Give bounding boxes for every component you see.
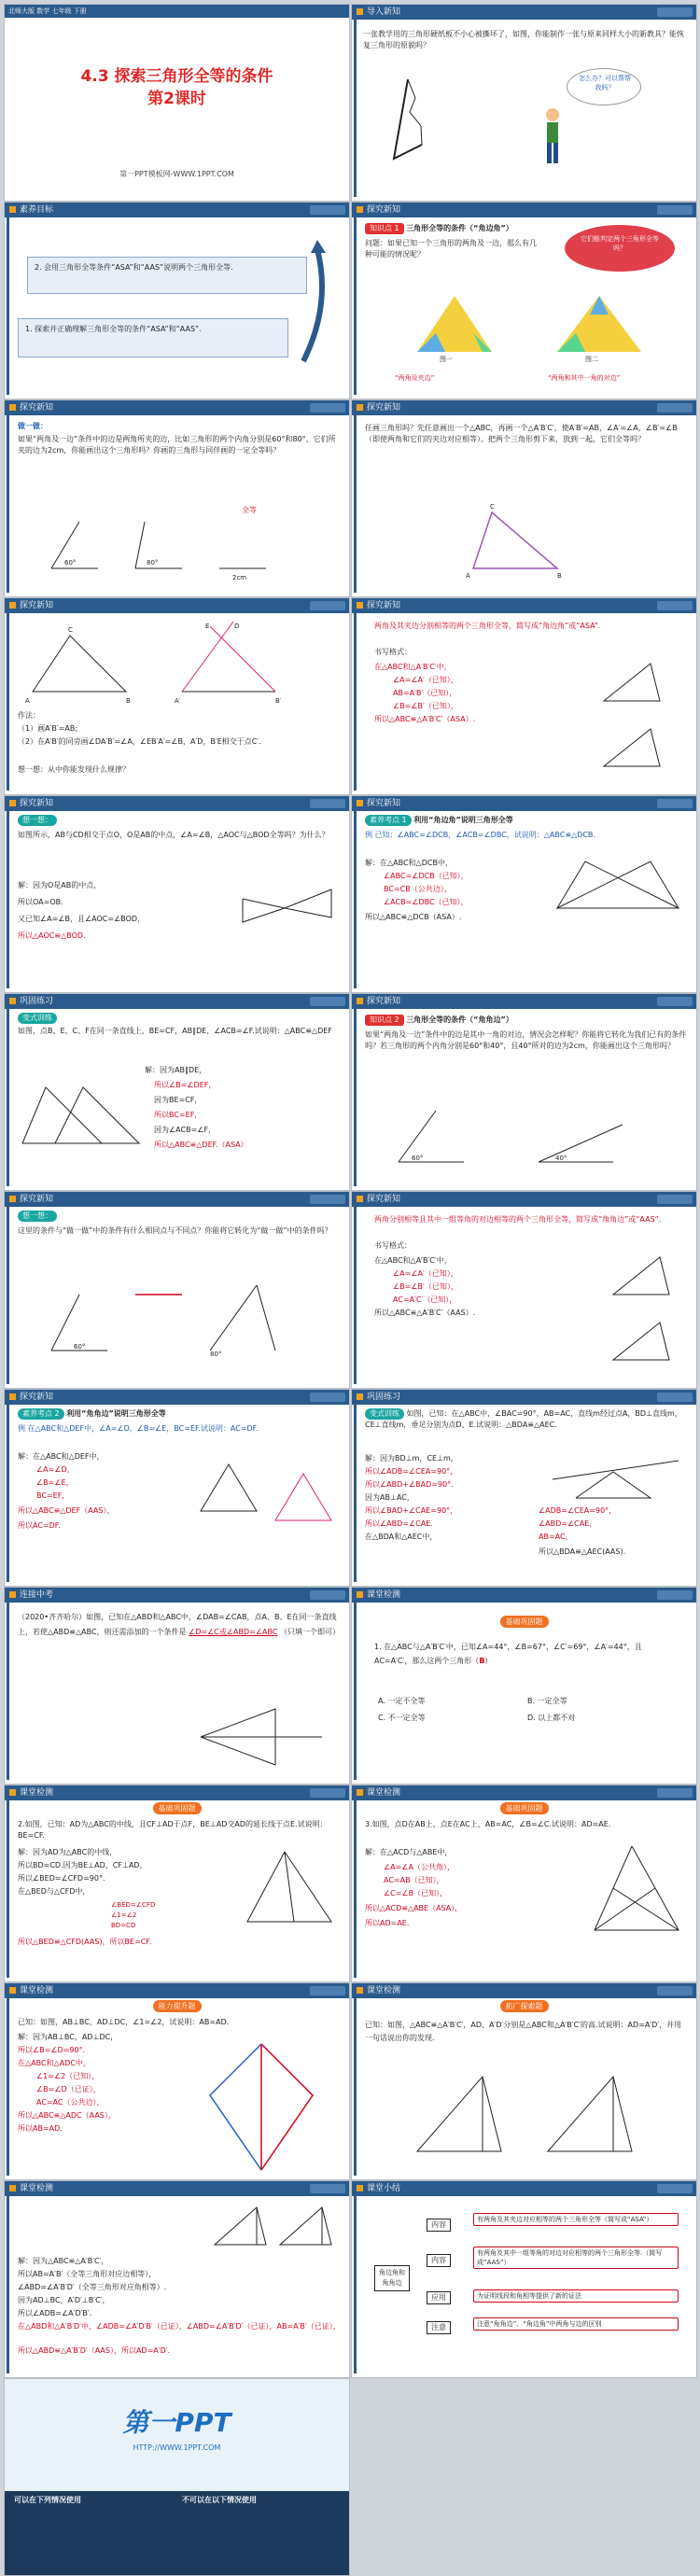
slide-header: 巩固练习: [352, 1390, 696, 1405]
basic-badge: 基础巩固题: [5, 1802, 349, 1814]
slide-header: 课堂检测: [352, 1785, 696, 1800]
solution-line-0: 解：因为AB∥DE，: [145, 1066, 207, 1074]
think-question: 这里的条件与“做一做”中的条件有什么相同点与不同点？你能将它转化为“做一做”中的条件吗？: [18, 1226, 332, 1235]
solution-line-3: 因为AD⊥BC，A′D′⊥B′C′，: [18, 2296, 110, 2304]
test-question: 2.如图，已知：AD为△ABC的中线，且CF⊥AD于点F，BE⊥AD交AD的延长线于点E.试说明：BE=CF.: [18, 1820, 328, 1840]
solution-intro: 解：在△ABC和△DCB中，: [365, 859, 453, 867]
slide-20-test-3[interactable]: [351, 1785, 697, 1982]
think-question: 如图所示，AB与CD相交于点O，O是AB的中点，∠A=∠B，△AOC与△BOD全等吗？为什么？: [18, 831, 329, 839]
solution-b3: AB=AC，: [539, 1533, 573, 1541]
basic-badge: 基础巩固题: [352, 1616, 696, 1628]
extension-question: 已知：如图，△ABC≌△A′B′C′，AD、A′D′分别是△ABC和△A′B′C′的高.试说明：AD=A′D′，并用一句话说出你的发现.: [365, 2021, 682, 2042]
proof-line-2: ∠A=∠A′（已知），: [393, 676, 458, 684]
kite-figure: [201, 2039, 322, 2179]
construction-step-2: （2）在A′B′的同旁画∠DA′B′=∠A，∠EB′A′=∠B，A′D，B′E相交于点C′.: [18, 737, 261, 746]
variant-tag: 变式训练: [18, 1013, 57, 1024]
goal-1-text: 1. 探索并正确理解三角形全等的条件“ASA”和“AAS”.: [25, 325, 202, 333]
angle-40-label: 40°: [555, 1155, 567, 1162]
format-label: 书写格式：: [374, 648, 412, 656]
solution-line-1: ∠A=∠D，: [36, 1465, 75, 1474]
slide-1-title[interactable]: [4, 4, 350, 202]
solution-conclusion: 所以△ABC≌△DEF.（ASA）: [154, 1141, 248, 1149]
slide-25-ad[interactable]: [4, 2378, 350, 2576]
slide-6-draw[interactable]: [351, 399, 697, 597]
two-triangles-figure: [408, 2067, 651, 2170]
test-figure: [585, 1841, 688, 1944]
construction-step-1: （1）画A′B′=AB;: [18, 724, 78, 733]
slide-header: 课堂检测: [5, 2181, 349, 2196]
solution-line-2: 所以∠BED=∠CFD=90°.: [18, 1874, 105, 1883]
solution-conclusion: 所以△ABD≌△A′B′D′（AAS），所以AD=A′D′.: [18, 2346, 171, 2355]
practice-question: 如图，点B、E、C、F在同一条直线上，BE=CF，AB∥DE，∠ACB=∠F.试说明：△ABC≌△DEF: [18, 1027, 332, 1035]
slide-header: 导入新知: [352, 5, 696, 20]
solution-conclusion: 所以AC=DF.: [18, 1521, 61, 1530]
proof-line-3: ∠B=∠B′（已知），: [393, 1282, 458, 1291]
solution-b1: ∠1=∠2（已知），: [36, 2072, 100, 2080]
svg-text:B′: B′: [275, 697, 282, 705]
solution-line-2: ∠ABD=∠A′B′D′（全等三角形对应角相等）.: [18, 2283, 167, 2291]
solution-line-1: ∠ABC=∠DCB（已知），: [384, 872, 469, 880]
solution-line-1: 所以∠B=∠DEF，: [154, 1081, 217, 1089]
solution-line-2: 因为BE=CF，: [154, 1096, 203, 1104]
solution-line-3: 所以BC=EF，: [154, 1111, 203, 1119]
solution-line-4: 所以△ACD≌△ABE（ASA），: [365, 1904, 463, 1912]
summary-content-3: 为证明线段和角相等提供了新的证法: [473, 2289, 679, 2303]
answer-conclusion: 所以△AOC≌△BOD.: [18, 931, 86, 940]
practice-figure: [18, 1078, 148, 1162]
solution-conclusion: 所以AB=AD.: [18, 2124, 63, 2133]
solution-line-2: 在△ABC和△ADC中，: [18, 2059, 91, 2067]
solution-b2: ∠1=∠2: [111, 1911, 137, 1919]
cloud-text: 它们能判定两个三角形全等吗？: [581, 235, 659, 252]
proof-line-3: AB=A′B′（已知），: [393, 689, 457, 697]
solution-line-3: ∠C=∠B（已知），: [384, 1889, 448, 1897]
proof-conclusion: 所以△ABC≌△A′B′C′（AAS）.: [374, 1309, 476, 1317]
solution-line-3: BC=EF，: [36, 1491, 70, 1500]
solution-line-0: 解：因为△ABC≌△A′B′C′，: [18, 2257, 109, 2265]
solution-line-2: AC=AB（已知），: [384, 1876, 444, 1884]
summary-key-2: 内容: [427, 2254, 451, 2267]
do-it-label: 做一做：: [18, 422, 48, 430]
slide-header: 素养目标: [5, 203, 349, 217]
asa-triangles: [595, 654, 688, 776]
test-figure: [238, 1847, 341, 1931]
watermark-text: 第一PPT模板网-WWW.1PPT.COM: [119, 170, 234, 178]
draw-instructions: 任画三角形吗？先任意画出一个△ABC，再画一个△A′B′C′，使A′B′=AB，∠A′=∠A，∠B′=∠B（即使两角和它们的夹边对应相等）。把两个三角形剪下来，放到一起，它们全等吗？: [365, 424, 678, 443]
svg-text:C: C: [68, 626, 73, 634]
caption-1: “两角及夹边”: [395, 374, 435, 382]
slide-header: 探究新知: [5, 1192, 349, 1207]
length-label: 2cm: [232, 574, 247, 581]
slide-24-summary[interactable]: [351, 2180, 697, 2378]
practice-question: 变式训练 如图，已知：在△ABC中，∠BAC=90°，AB=AC，直线m经过点A，BD⊥直线m，CE⊥直线m，垂足分别为点D、E.试说明：△BDA≌△AEC.: [365, 1409, 682, 1429]
slide-header: 课堂检测: [5, 1785, 349, 1800]
solution-conclusion: 所以△ABC≌△DCB（ASA）.: [365, 913, 462, 921]
angle-60-label: 60°: [74, 1343, 86, 1351]
practice-figure: [548, 1451, 688, 1504]
publisher-label: 北师大版 数学 七年级 下册: [8, 7, 87, 15]
think-prompt: 想一想：从中你能发现什么规律？: [18, 765, 130, 774]
two-triangles-figure: [210, 2198, 341, 2254]
empty-cell: [351, 2378, 697, 2576]
angle-sketches: [389, 1106, 669, 1181]
solution-b2: ∠ABD=∠CAE，: [539, 1519, 597, 1528]
slide-header: 探究新知: [352, 1192, 696, 1207]
slide-header: 探究新知: [352, 400, 696, 415]
option-d[interactable]: D. 以上都不对: [527, 1714, 576, 1722]
slide-7-construction[interactable]: [4, 597, 350, 795]
slide-header: 探究新知: [352, 994, 696, 1009]
solution-line-1: 所以BD=CD.因为BE⊥AD，CF⊥AD，: [18, 1861, 147, 1869]
slide-16-practice[interactable]: [351, 1389, 697, 1587]
svg-text:B: B: [126, 697, 131, 705]
solution-b1: ∠BED=∠CFD: [111, 1901, 156, 1909]
example-text: 例 在△ABC和△DEF中，∠A=∠D，∠B=∠E，BC=EF.试说明：AC=DF.: [18, 1424, 259, 1433]
goal-2-text: 2. 会用三角形全等条件“ASA”和“AAS”说明两个三角形全等.: [35, 263, 233, 272]
solution-b1: ∠ADB=∠CEA=90°，: [539, 1506, 617, 1515]
aas-rule-text: 两角分别相等且其中一组等角的对边相等的两个三角形全等，简写成“角角边”或“AAS”.: [374, 1215, 662, 1224]
solution-line-2: ∠B=∠E，: [36, 1478, 74, 1487]
caption-2: “两角和其中一角的对边”: [548, 374, 621, 382]
solution-line-2: BC=CB（公共边），: [384, 885, 452, 893]
slide-5-do-it[interactable]: [4, 399, 350, 597]
intro-text: 一张教学用的三角形硬纸板不小心被撕坏了，如图，你能制作一张与原来同样大小的新教具？能恢复三角形的原貌吗？: [363, 30, 684, 49]
think-label: 想一想：: [18, 815, 57, 826]
slide-3-goals[interactable]: [4, 202, 350, 399]
asa-rule-text: 两角及其夹边分别相等的两个三角形全等，简写成“角边角”或“ASA”.: [374, 622, 601, 630]
basic-badge: 基础巩固题: [352, 1802, 696, 1814]
figure-1-label: 图一: [440, 356, 453, 363]
proof-line-1: 在△ABC和△A′B′C′中，: [374, 663, 452, 671]
bowtie-figure: [238, 880, 341, 936]
angle-60-label: 60°: [64, 559, 77, 567]
slide-21-ability[interactable]: [4, 1982, 350, 2180]
example-figure: [548, 852, 688, 927]
slide-header: 课堂检测: [5, 1983, 349, 1998]
triangle-abc: [464, 494, 576, 587]
angle-80-label: 80°: [210, 1351, 222, 1358]
solution-conclusion: 所以△BED≌△CFD(AAS)，所以BE=CF.: [18, 1938, 152, 1946]
summary-root: 角边角和角角边: [374, 2265, 410, 2291]
slide-header: 探究新知: [5, 1390, 349, 1405]
summary-key-3: 应用: [427, 2291, 451, 2304]
svg-text:A: A: [25, 697, 30, 705]
solution-line-0: 解：因为AB⊥BC，AD⊥DC，: [18, 2033, 119, 2041]
solution-line-4: 所以∠BAD+∠CAE=90°，: [365, 1506, 458, 1515]
solution-line-3: 因为AB⊥AC，: [365, 1493, 414, 1502]
svg-text:C: C: [490, 503, 495, 511]
summary-content-2: 有两角及其中一组等角的对边对应相等的两个三角形全等.（简写成“AAS”）: [473, 2247, 679, 2269]
slide-11-practice[interactable]: [4, 993, 350, 1191]
svg-text:A: A: [466, 572, 470, 580]
solution-line-0: 解：因为BD⊥m，CE⊥m，: [365, 1454, 458, 1463]
knowledge-point-label: 知识点 2 三角形全等的条件（“角角边”）: [365, 1015, 513, 1026]
slide-19-test-2[interactable]: [4, 1785, 350, 1982]
slide-23-solution[interactable]: [4, 2180, 350, 2378]
option-a[interactable]: A. 一定不全等: [378, 1697, 426, 1705]
proof-line-1: 在△ABC和△A′B′C′中，: [374, 1256, 452, 1265]
proof-line-4: AC=A′C′（已知），: [393, 1295, 457, 1304]
slide-4-knowledge-1[interactable]: [351, 202, 697, 399]
angle-60-label: 60°: [412, 1155, 424, 1162]
svg-text:D: D: [234, 623, 240, 630]
slide-header: 课堂检测: [352, 1983, 696, 1998]
slide-12-knowledge-2[interactable]: [351, 993, 697, 1191]
solution-line-5: 在△ABD和△A′B′D′中，∠ADB=∠A′D′B′（已证），∠ABD=∠A′B′D′（已证），AB=A′B′（已证），: [18, 2322, 341, 2331]
solution-line-4: 所以∠ADB=∠A′D′B′.: [18, 2309, 92, 2317]
slide-header: 探究新知: [5, 400, 349, 415]
student-icon: [539, 105, 567, 171]
knowledge-point-label: 知识点 1 三角形全等的条件（“角边角”）: [365, 223, 513, 234]
do-it-text: 如果“两角及一边”条件中的边是两角所夹的边，比如三角形的两个内角分别是60°和80°，它们所夹的边为2cm，你能画出这个三角形吗？你画的三角形与同伴画的一定全等吗？: [18, 435, 336, 455]
usage-denied-title: 不可以在以下情况使用: [182, 2496, 257, 2504]
think-label: 想一想：: [18, 1211, 57, 1222]
solution-line-1: ∠A=∠A（公共角），: [384, 1863, 455, 1871]
brand-logo: 第一PPT: [122, 2407, 231, 2438]
aas-triangles: [604, 1248, 688, 1369]
slide-14-aas-rule[interactable]: [351, 1191, 697, 1389]
slide-9-think[interactable]: [4, 795, 350, 993]
solution-line-4: 因为∠ACB=∠F，: [154, 1126, 217, 1134]
solution-line-3: 在△BED与△CFD中，: [18, 1887, 91, 1896]
proof-line-4: ∠B=∠B′（已知），: [393, 702, 458, 710]
slide-header: 探究新知: [352, 796, 696, 811]
bubble-text: 怎么办？可以帮帮我吗？: [579, 75, 631, 91]
slide-header: 探究新知: [5, 598, 349, 613]
ability-question: 已知：如图，AB⊥BC，AD⊥DC，∠1=∠2，试说明：AB=AD.: [18, 2018, 230, 2026]
slide-header: 探究新知: [352, 598, 696, 613]
proof-conclusion: 所以△ABC≌△A′B′C′（ASA）.: [374, 715, 476, 723]
solution-b2: ∠B=∠D（已证），: [36, 2085, 101, 2093]
brand-url[interactable]: HTTP://WWW.1PPT.COM: [133, 2443, 221, 2452]
solution-intro: 解：在△ABC和△DEF中，: [18, 1452, 105, 1461]
option-c[interactable]: C. 不一定全等: [378, 1714, 426, 1722]
summary-content-1: 有两角及其夹边对应相等的两个三角形全等（简写成“ASA”）: [473, 2213, 679, 2226]
solution-line-5: 所以∠ABD=∠CAE.: [365, 1519, 433, 1528]
construction-heading: 作法：: [18, 711, 40, 720]
arrow-graphic: [294, 240, 341, 371]
usage-allowed-title: 可以在下列情况使用: [14, 2496, 81, 2504]
ability-badge: 能力提升题: [5, 2000, 349, 2012]
figure-2-label: 图二: [585, 356, 598, 363]
slide-15-example-aas[interactable]: [4, 1389, 350, 1587]
angle-sketches: [42, 512, 322, 587]
solution-line-1: 所以∠ADB=∠CEA=90°，: [365, 1467, 458, 1476]
angle-80-label: 80°: [147, 559, 159, 567]
slide-header: 巩固练习: [5, 994, 349, 1009]
congruent-label: 全等: [242, 506, 257, 514]
angle-sketches: [42, 1276, 322, 1369]
solution-line-1: 所以∠B=∠D=90°.: [18, 2046, 86, 2054]
test-question: 1. 在△ABC与△A′B′C′中，已知∠A=44°，∠B=67°，∠C′=69°，∠A′=44°，且AC=A′C′，那么这两个三角形（B）: [374, 1643, 642, 1665]
format-label: 书写格式：: [374, 1241, 412, 1250]
svg-text:B: B: [557, 572, 562, 580]
extension-badge: 拓广探索题: [352, 2000, 696, 2012]
answer-line-2: 所以OA=OB.: [18, 898, 63, 906]
slide-10-example-asa[interactable]: [351, 795, 697, 993]
solution-line-0: 解：在△ACD与△ABE中，: [365, 1848, 453, 1856]
slide-18-test-1[interactable]: [351, 1587, 697, 1785]
solution-line-6: 在△BDA和△AEC中，: [365, 1533, 438, 1541]
solution-line-0: 解：因为AD为△ABC的中线，: [18, 1848, 118, 1856]
knowledge-text: 如果“两角及一边”条件中的边是其中一角的对边，情况会怎样呢？你能将它转化为我们已有的条件吗？若三角形的两个内角分别是60°和40°，且40°所对的边为2cm，你能画出这个三角形吗？: [365, 1030, 687, 1050]
slide-header: 课堂检测: [352, 1588, 696, 1603]
answer-line-1: 解：因为O是AB的中点，: [18, 881, 102, 889]
slide-header: 探究新知: [5, 796, 349, 811]
slide-title: 4.3 探索三角形全等的条件: [80, 67, 273, 86]
test-question: 3.如图，点D在AB上，点E在AC上，AB=AC，∠B=∠C.试说明：AD=AE.: [365, 1820, 611, 1828]
exam-figure: [191, 1700, 331, 1774]
slide-header: 课堂小结: [352, 2181, 696, 2196]
example-text: 例 已知：∠ABC=∠DCB，∠ACB=∠DBC，试说明：△ABC≌△DCB.: [365, 831, 595, 839]
slide-8-asa-rule[interactable]: [351, 597, 697, 795]
slide-subtitle: 第2课时: [147, 90, 206, 108]
solution-conclusion: 所以△BDA≌△AEC(AAS).: [539, 1547, 626, 1556]
solution-conclusion: 所以AD=AE.: [365, 1919, 410, 1927]
solution-line-4: 所以△ABC≌△DEF（AAS），: [18, 1506, 115, 1515]
svg-text:E: E: [205, 623, 210, 630]
summary-content-4: 注意“角角边”、“角边角”中两角与边的区别: [473, 2317, 679, 2331]
solution-b3: AC=AC（公共边），: [36, 2098, 105, 2107]
slide-header: 探究新知: [352, 203, 696, 217]
solution-line-2: 所以∠ABD+∠BAD=90°.: [365, 1480, 454, 1489]
option-b[interactable]: B. 一定全等: [527, 1697, 567, 1705]
solution-line-3: 所以△ABC≌△ADC（AAS），: [18, 2111, 116, 2120]
triangle-figures: [389, 277, 679, 380]
broken-triangle-figure: [389, 70, 445, 173]
answer-line-3: 又已知∠A=∠B，且∠AOC=∠BOD，: [18, 915, 146, 923]
slide-2-intro[interactable]: [351, 4, 697, 202]
badge-line: 素养考点 2 利用“角角边”说明三角形全等: [18, 1408, 166, 1420]
summary-key-1: 内容: [427, 2219, 451, 2232]
slide-22-extension[interactable]: [351, 1982, 697, 2180]
solution-line-1: 所以AB=A′B′（全等三角形对应边相等），: [18, 2270, 157, 2278]
slide-17-exam[interactable]: [4, 1587, 350, 1785]
question-text: 问题：如果已知一个三角形的两角及一边，那么有几种可能的情况呢？: [365, 239, 537, 259]
example-figure: [191, 1455, 341, 1539]
construction-figures: [23, 617, 341, 710]
solution-b3: BD=CD: [111, 1922, 136, 1929]
exam-question: （2020•齐齐哈尔）如图，已知在△ABD和△ABC中，∠DAB=∠CAB，点A、B、E在同一条直线上，若使△ABD≌△ABC，则还需添加的一个条件是 ∠D=∠C或∠ABD=∠ABC （只填一个即可）: [18, 1613, 341, 1636]
summary-key-4: 注意: [427, 2321, 451, 2334]
slide-header: 连接中考: [5, 1588, 349, 1603]
svg-text:A′: A′: [175, 697, 181, 705]
solution-line-3: ∠ACB=∠DBC（已知），: [384, 898, 469, 906]
badge-line: 素养考点 1 利用“角边角”说明三角形全等: [365, 815, 513, 826]
proof-line-2: ∠A=∠A′（已知），: [393, 1269, 458, 1278]
slide-13-think[interactable]: [4, 1191, 350, 1389]
